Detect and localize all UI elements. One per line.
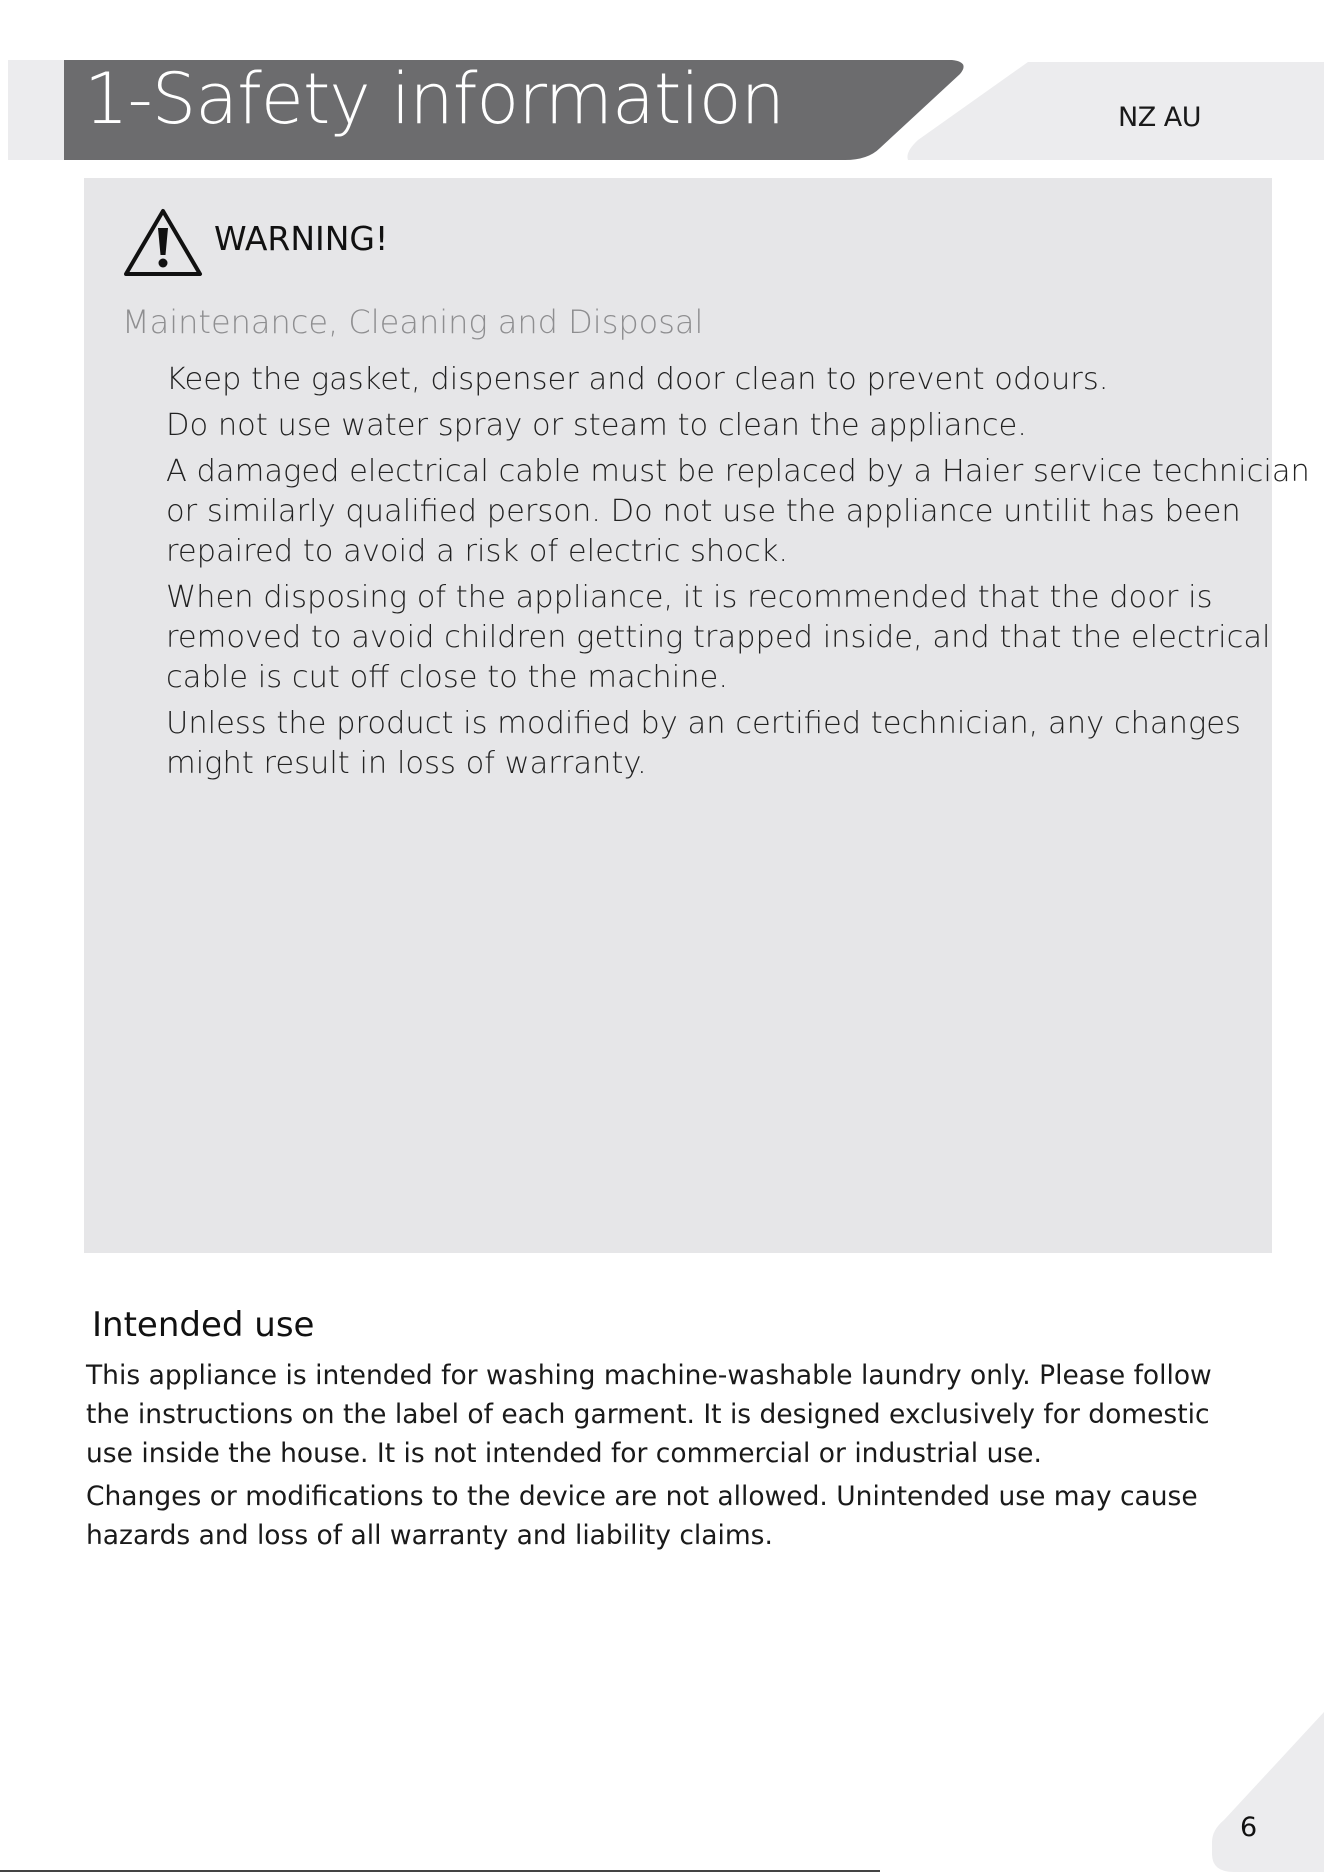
warning-item: Do not use water spray or steam to clean the appliance. [166,408,1027,443]
intended-use-body [86,1356,1236,1559]
page-title: 1-Safety information [84,58,784,140]
page-number: 6 [1240,1812,1258,1843]
section-heading: Maintenance, Cleaning and Disposal [122,303,704,341]
warning-title: WARNING! [214,219,389,258]
warning-triangle-icon [122,206,204,278]
warning-item: A damaged electrical cable must be replaced by a Haier service technician or similarly qualified person. Do not use the appliance untilit has been repaired to avoid a risk of electric shock. [166,454,1310,569]
intended-use-paragraph: This appliance is intended for washing machine-washable laundry only. Please follow the instructions on the label of each garment. It is designed exclusively for domestic use inside the house. It is not intended for commercial or industrial use. [86,1360,1212,1469]
page-corner-tab [1204,1712,1324,1872]
intended-use-heading: Intended use [92,1305,315,1345]
region-label: NZ AU [1118,102,1202,133]
intended-use-paragraph: Changes or modifications to the device are not allowed. Unintended use may cause hazards and loss of all warranty and liability claims. [86,1481,1198,1551]
warning-item: Unless the product is modified by an certified technician, any changes might result in loss of warranty. [166,706,1241,781]
warning-item: When disposing of the appliance, it is recommended that the door is removed to avoid children getting trapped inside, and that the electrical cable is cut off close to the machine. [166,580,1271,695]
warning-item: Keep the gasket, dispenser and door clean to prevent odours. [166,362,1109,397]
warning-panel [84,178,1310,1253]
warning-list [166,360,1324,790]
